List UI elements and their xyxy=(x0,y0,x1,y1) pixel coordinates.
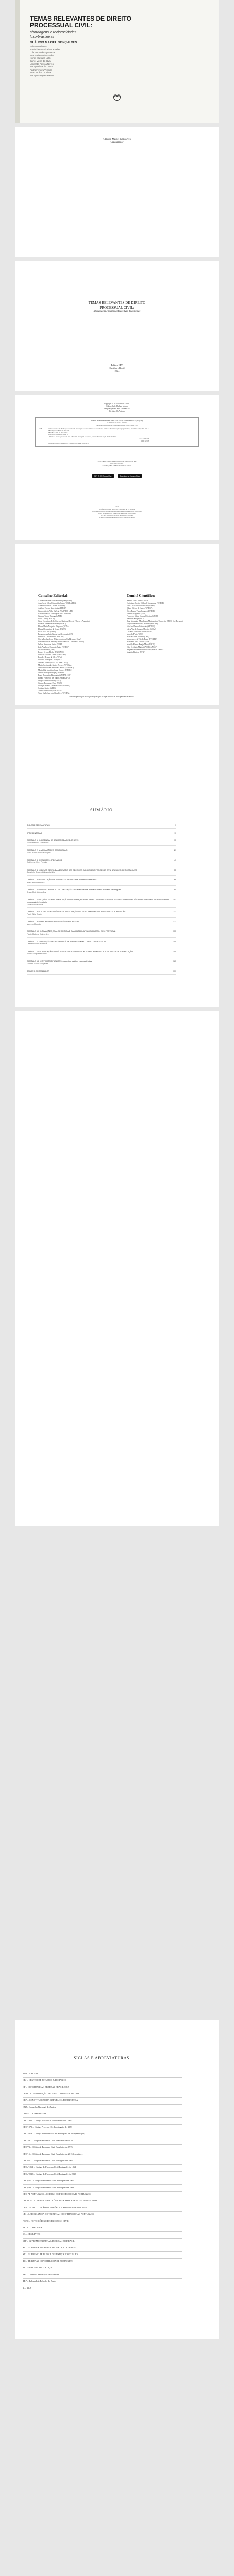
cover-title: TEMAS RELEVANTES DE DIREITO PROCESSUAL CIVIL: xyxy=(30,15,131,29)
toc-entry-author: Marcelo Monteiro xyxy=(27,923,41,925)
toc-entry-page: 133 xyxy=(173,930,176,933)
abbr-item: CONS – CONSUMIDOR xyxy=(23,2111,182,2118)
abbr-item: CPC/73 – Código de Processo Civil Brasileiro de 1973 xyxy=(23,2145,182,2151)
cover-author: Nunes Marques Neto xyxy=(30,57,51,60)
editorial-member: Elizeu Clementino de Souza (UNEB) xyxy=(38,628,66,630)
toc-entry-author: Leandro Nunes Barbosa xyxy=(27,943,47,945)
editorial-member: Renato Francisco dos Santos Paula (UFG) xyxy=(38,677,70,679)
cip-isbn-2: ISBN Físico 978-65-251-6040-2 xyxy=(48,432,69,434)
toc-entry-title: CAPÍTULO 9 · O PODER-DEVER DE GESTÃO PROCESSUAL xyxy=(27,921,79,923)
scientific-member: Virgínia Kastrup (UFRJ) xyxy=(127,651,145,653)
editorial-member: Solange Helena Ximenes-Rocha (UFOPA) xyxy=(38,685,70,687)
copyright-line: Revisão: Os Autores xyxy=(109,410,125,412)
cover-author: Fabiano Palhares xyxy=(30,45,47,48)
scientific-member: Regina Célia Faria Amaro Giora (MACKENZIE) xyxy=(127,649,164,651)
abbr-item: LEI – LEI ORGÂNICA DO TRIBUNAL CONSTITUCIONAL PORTUGUÊS xyxy=(23,2212,182,2218)
cover-subtitle-1: abordagens e reciprocidades xyxy=(30,31,77,35)
copyright-line: Copyright © da Editora CRV Ltda. xyxy=(104,403,130,405)
toc-entry-title: CAPÍTULO 8 · A TUTELA DA EVIDÊNCIA E A ANTECIPAÇÃO DE TUTELA NO DIREITO BRASILEIRO E PORTUGUÊS xyxy=(27,911,126,913)
toc-entry[interactable] xyxy=(27,869,176,876)
toc-entry[interactable] xyxy=(27,921,176,927)
editorial-member: Carlos Alberto Vilar Estêvão (UMINHO – PT) xyxy=(38,610,73,612)
imprint-publisher: Editora CRV xyxy=(111,364,123,366)
cover-author: Pedro Ferreira Ventura xyxy=(30,68,52,71)
footer-2: Foi feito o depósito legal conf. Lei 10.994 de 14/12/2004 xyxy=(99,508,135,510)
toc-entry-page: 85 xyxy=(174,889,176,891)
editorial-member: Lourdes Helena da Silva (UFV) xyxy=(38,656,62,658)
cip-heading-3: Bibliotecária responsável: Luzenira Alves dos Santos CRB9/1506 xyxy=(96,424,138,426)
toc-entry-page: 113 xyxy=(173,911,176,913)
scientific-committee-title: Comitê Científico: xyxy=(127,594,156,598)
toc-entry[interactable] xyxy=(27,879,176,886)
abbr-item: CPC/2013 – Código de Processo Civil Português de 2013 (em vigor) xyxy=(23,2131,182,2138)
toc-entry[interactable] xyxy=(27,859,176,866)
abbr-item: TJ – TRIBUNAL DE JUSTIÇA xyxy=(23,2265,182,2272)
toc-entry-author: Flávio Barbosa Guimarães xyxy=(27,841,49,844)
toc-entry-page: 123 xyxy=(173,921,176,923)
toc-entry-author: Guilherme Alves Ferreira xyxy=(27,861,47,864)
abbr-item: SS. – SEGUINTES xyxy=(23,2232,182,2239)
toc-list xyxy=(27,824,176,978)
abbr-item: TRC – Tribunal da Relação de Coimbra xyxy=(23,2272,182,2279)
abbr-item: CPC/39 – Código de Processo Civil Brasileiro de 1939 xyxy=(23,2138,182,2145)
cover-author: Daniel Vieira da Silva xyxy=(30,59,51,62)
editorial-council xyxy=(38,594,115,695)
scientific-member: Edson Olivari de Castro (UNESP) xyxy=(127,607,153,609)
scientific-member: Luciana Gonçalves Nunes (UFMT) xyxy=(127,631,153,633)
footer-6: Conheça os nossos lançamentos: www.editoracrv.com.br xyxy=(99,516,135,518)
council-note: Este livro passou por avaliação e aprovação às cegas de dois ou mais pareceristas ad hoc. xyxy=(68,696,135,698)
scientific-member: Fauston Negreiros (UFPI) xyxy=(127,613,146,615)
cip-index: Índice para catálogo sistemático: 1. Direito processual civil 347.05 xyxy=(48,442,90,444)
toc-entry-title: CAPÍTULO 2 · A MEDIAÇÃO E A CONCILIAÇÃO xyxy=(27,849,68,852)
cip-code: T278 xyxy=(39,428,42,430)
abbr-item: TRP – Tribunal da Relação do Porto xyxy=(23,2279,182,2285)
editorial-member: Mariah Rodrigues Fogaça de Melo xyxy=(38,672,64,674)
editorial-member: João Adalberto Campato Junior (UNESP) xyxy=(38,646,70,648)
scientific-member: Érico Bruno Viana Campos (UNESP) xyxy=(127,610,155,612)
editorial-council-title: Conselho Editorial: xyxy=(38,594,69,598)
editorial-member: Josania Portela (UFPI) xyxy=(38,649,55,651)
toc-entry-author: Gilberto Silva Paiva xyxy=(27,903,43,906)
toc-entry[interactable] xyxy=(27,824,176,829)
scientific-member: Marcelo Porto (UEG) xyxy=(127,633,143,635)
editorial-member: Tania Suely Azevedo Brasileiro (UFOPA) xyxy=(38,692,70,694)
abbr-item: NCPC – NOVO CÓDIGO DE PROCESSO CIVIL xyxy=(23,2218,182,2225)
cover-subtitle xyxy=(30,31,76,39)
editorial-council-list xyxy=(38,600,115,695)
editorial-member: Marcelo Paixão (UFRJ e UTexas – US) xyxy=(38,662,68,664)
editorial-member: Sydione Santos (UEPG) xyxy=(38,687,56,689)
editorial-member: Antônio Pereira Gaio Júnior (UFRRJ) xyxy=(38,607,66,609)
abbr-title: SIGLAS E ABREVIATURAS xyxy=(74,2056,129,2060)
copyright-line: Diagramação e Capa: Editora CRV xyxy=(104,408,130,410)
toc-entry[interactable] xyxy=(27,951,176,957)
editorial-member: Tadeu Oliver Gonçalves (UFPA) xyxy=(38,690,63,692)
toc-entry[interactable] xyxy=(27,960,176,967)
editorial-member: Francisco Carlos Duarte (PUC-PR) xyxy=(38,636,64,638)
cover-author: Ana Carolina da Silva xyxy=(30,71,51,74)
editorial-member: Cesar Gerónimo Tello (Univer. Nacional Três de Febrero – Argentina) xyxy=(38,620,90,622)
abbr-item: CPC/15 – Código de Processo Civil Brasileiro de 2015 (em vigor) xyxy=(23,2151,182,2158)
toc-entry-page: 55 xyxy=(174,869,176,871)
editorial-member: Guillermo Arias Beatón (Universidade de La Havana – Cuba) xyxy=(38,641,84,643)
abbr-item: RELAT. – RELATOR xyxy=(23,2225,182,2232)
toc-entry-title: CAPÍTULO 13 · CONTRATOS PÚBLICOS: conceitos, conflitos e competências xyxy=(27,960,92,963)
abbr-item: CRP – CONSTITUIÇÃO DA REPÚBLICA PORTUGUESA DE 1976 xyxy=(23,2205,182,2212)
toc-entry-title: APRESENTAÇÃO xyxy=(27,832,42,834)
scientific-member: Monilly Ramos Araujo Melo (UFCG) xyxy=(127,643,155,646)
title-page xyxy=(15,261,219,391)
editorial-member: Maria de Lourdes Pinto de Almeida (UNOESC) xyxy=(38,667,74,669)
abbr-item: CPC/1973 – Código Processo Civil português de 1973 xyxy=(23,2125,182,2131)
scientific-member: Helmuth Krüger (UCP) xyxy=(127,618,144,620)
abbr-item: STJ – SUPERIOR TRIBUNAL DE JUSTIÇA DO BRASIL xyxy=(23,2245,182,2252)
blank-page xyxy=(15,1011,219,1526)
abbr-item: CNJ – Conselho Nacional de Justiça xyxy=(23,2105,182,2111)
cover-author: Luís Fernando Sgarbossa xyxy=(30,51,55,54)
half-title-role: (Organizador) xyxy=(109,141,125,144)
footer-3: Proibida a reprodução parcial ou total desta obra sem autorização da Editora CRV xyxy=(91,510,143,512)
imprint-year: 2024 xyxy=(114,369,120,372)
toc-entry-author: Maria Isabel da Silva Borges xyxy=(27,851,51,854)
toc-entry-title: CAPÍTULO 3 · RECURSOS ORDINÁRIOS xyxy=(27,859,62,861)
toc-entry[interactable] xyxy=(27,832,176,837)
title-imprint xyxy=(15,364,219,372)
title-subtitle: abordagens e reciprocidades luso-brasileiras xyxy=(93,310,141,313)
cover-author: Rodrigo Alves da Costa xyxy=(30,65,53,69)
toc-entry-page: 171 xyxy=(173,970,176,973)
toc-entry-page: 29 xyxy=(174,849,176,852)
imprint-city: Curitiba – Brasil xyxy=(109,366,125,369)
scientific-member: Jacqueline de Oliveira Moreira (PUC-SP) xyxy=(127,623,158,625)
toc-entry-author: Gláucio Maciel Gonçalves xyxy=(27,962,48,965)
cip-heading-1: DADOS INTERNACIONAIS DE CATALOGAÇÃO NA PUBLICAÇÃO (CIP) xyxy=(91,420,143,422)
editorial-member: Aldira Guimarães Duarte Domínguez (UNB) xyxy=(38,600,72,602)
editorial-member: Élsio José Corá (UFFS) xyxy=(38,631,56,633)
copyright-line: Editor-chefe: Railson Moura xyxy=(106,405,128,408)
toc-entry-title: CAPÍTULO 4 · O DEVER DE FUNDAMENTAÇÃO DAS DECISÕES JUDICIAIS NO PROCESSO CIVIL BRASILEIRO E PORTUGUÊS xyxy=(27,869,137,871)
scientific-member: Maria Alves de Toledo Bruns (FFCLRP) xyxy=(127,638,157,640)
toc-entry[interactable] xyxy=(27,899,176,908)
cip-isbn-1: ISBN Digital 978-65-251-6042-6 xyxy=(48,430,69,432)
cip-body-block xyxy=(48,428,149,444)
footer-5: Tel.: (41) 3039-6418 - E-mail: sac@editoracrv.com.br xyxy=(100,514,134,516)
scientific-member: Marcia Alves Tassinari (USU) xyxy=(127,636,149,638)
toc-entry-page: 101 xyxy=(173,899,176,901)
half-title-block xyxy=(15,138,219,144)
cover-author: Ana Maria Maria da Silva xyxy=(30,54,54,57)
editorial-member: Sérgio Nunes de Jesus (IFRO) xyxy=(38,680,61,682)
editorial-member: Paulo Romualdo Hernandes (UNIFAL-MG) xyxy=(38,674,71,676)
footer-1: 2024 xyxy=(115,506,119,508)
editorial-member: Elione Maria Nogueira Diogenes (UFAL) xyxy=(38,625,70,628)
copyright-lines xyxy=(15,403,219,412)
app-text-2: FORMATO DIGITAL. xyxy=(110,463,124,465)
toc-entry-page: 9 xyxy=(175,824,176,826)
toc-entry[interactable] xyxy=(27,889,176,895)
toc-entry-page: 41 xyxy=(174,859,176,861)
abbr-item: CPCp/2013 – Código de Processo Civil Português de 2013 xyxy=(23,2172,182,2178)
toc-entry[interactable] xyxy=(27,849,176,856)
cover-author-list xyxy=(30,45,60,77)
cover-author: Leonardo Pessoa Neves xyxy=(30,62,54,65)
app-store-badge[interactable]: Download on the App Store xyxy=(118,474,142,478)
abbr-item: CPC-PT PORTUGUÊS – CÓDIGO DE PROCESSO CIVIL PORTUGUÊS xyxy=(23,2192,182,2198)
toc-entry-title: CAPÍTULO 6 · O LITISCONSÓRCIO E A COLIGAÇÃO: uma análise sobre a ótica do direito brasileiro e Português xyxy=(27,889,121,891)
abbr-item: STJ – SUPREMO TRIBUNAL DE JUSTIÇA PORTUGUÊS xyxy=(23,2252,182,2259)
half-title-page xyxy=(15,127,219,257)
google-play-badge[interactable]: GET IT ON Google Play xyxy=(92,474,114,478)
scientific-member: João Ivo Xavier Guimarães (UFRGS) xyxy=(127,625,155,628)
cover-organizer: GLÁUCIO MACIEL GONÇALVES xyxy=(30,41,77,44)
copyright-footer xyxy=(15,506,219,518)
abbr-item: TC – TRIBUNAL CONSTITUCIONAL PORTUGUÊS xyxy=(23,2259,182,2265)
abbr-item: CPCp/1961 – Código de Processo Civil Português de 1961 xyxy=(23,2165,182,2172)
abbr-item: CF/88 – CONSTITUIÇÃO FEDERAL DO BRASIL DE 1988 xyxy=(23,2091,182,2098)
cover-author: Rodrigo Sampaio Martins xyxy=(30,74,55,77)
toc-entry-title: SIGLAS E ABREVIATURAS xyxy=(27,824,50,826)
scientific-member: Ilana Mountian (Manchester Metropolitan University, MMU, Grã-Bretanha) xyxy=(127,620,183,622)
toc-entry-page: 13 xyxy=(174,839,176,842)
cip-box xyxy=(35,417,199,447)
toc-entry-page: 145 xyxy=(173,940,176,943)
toc-entry-title: CAPÍTULO 1 · INCIDÊNCIA DE SOLIDARIEDADE DOS BENS xyxy=(27,839,79,842)
scientific-member: Mariana Lopez Teixeira (UFSC) xyxy=(127,641,151,643)
abbr-item: ART – ARTIGO xyxy=(23,2071,182,2078)
toc-entry-author: Juliana Nogueira Bastos xyxy=(27,953,47,955)
half-title-organizer: Gláucio Maciel Gonçalves xyxy=(103,138,131,141)
abbr-item: V. – VER xyxy=(23,2285,182,2292)
cip-cdu: CDU 347.91/.95 xyxy=(139,438,149,440)
toc-entry-author: Bruno Diniz Guimarães xyxy=(27,891,46,893)
abbr-list xyxy=(23,2071,182,2292)
scientific-committee-list xyxy=(127,600,204,654)
store-badges xyxy=(15,470,219,479)
footer-4: Todos os direitos desta edição reservados pela: Editora CRV xyxy=(98,512,136,514)
editorial-member: Anselmo Alencar Colares (UFOPA) xyxy=(38,605,65,607)
cip-subjects: 1. Direito 2. Direito processual civil 3. Brasil 4. Portugal I. Gonçalves, Gláucio Maciel. org. II. Título III. Série. xyxy=(48,436,117,438)
toc-entry[interactable] xyxy=(27,970,176,975)
cip-heading-2: CATALOGAÇÃO NA FONTE xyxy=(107,422,127,424)
editorial-member: Gloria Fariñas León (Universidade de La Havana – Cuba) xyxy=(38,638,81,640)
toc-entry[interactable] xyxy=(27,941,176,947)
abbr-item: CF – CONSTITUIÇÃO FEDERAL BRASILEIRA xyxy=(23,2084,182,2091)
cover-page xyxy=(15,0,219,123)
scientific-member: Andrea Vieira Zanella (UFSC) xyxy=(127,600,150,602)
cip-record xyxy=(39,428,195,444)
app-text xyxy=(15,461,219,467)
app-text-1: ESTA OBRA TAMBÉM ENCONTRA-SE DISPONÍVEL EM xyxy=(97,461,137,463)
toc-entry-page: 163 xyxy=(173,960,176,963)
editorial-member: Fernando Antônio Gonçalves Alcoforado (IPB) xyxy=(38,633,74,635)
title-page-heading xyxy=(15,301,219,314)
toc-entry[interactable] xyxy=(27,911,176,918)
abbr-item: CPC/1961 – Código Processo Civil brasileiro de 1961 xyxy=(23,2118,182,2125)
copyright-page xyxy=(15,395,219,540)
abbr-item: CRP – CONSTITUIÇÃO DA REPÚBLICA PORTUGUESA xyxy=(23,2098,182,2105)
toc-entry-title: CAPÍTULO 10 · INTIMAÇÕES, ANÁLISE CRÍTICA E SUAS ALTERNATIVAS NO BRASIL E EM PORTUGAL xyxy=(27,930,116,933)
toc-entry-title: CAPÍTULO 11 · DISTINÇÃO ENTRE MEDIAÇÃO E ARBITRAGEM NO DIREITO PROCESSUAL xyxy=(27,940,107,943)
cover-subtitle-2: luso-brasileiras xyxy=(30,35,55,39)
title-line-2: PROCESSUAL CIVIL: xyxy=(99,305,135,310)
editorial-member: Carlos Federico Dominguez Avila (Unieuro) xyxy=(38,613,72,615)
editorial-member: Celso Conti (UFSCar) xyxy=(38,618,55,620)
scientific-member: Olga Ceciliato Mattioli (ASSIS/UNESP) xyxy=(127,646,157,648)
editorial-member: Simone Rodrigues Pinto (UNB) xyxy=(38,682,62,684)
abbr-item: CPC/62 – Código de Processo Civil Português de 1962 xyxy=(23,2158,182,2165)
scientific-member: Edna Lúcia Tinoco Ponciano (UERJ) xyxy=(127,605,155,607)
abbr-item: CPCp/61 – Código de Processo Civil Português de 1961 xyxy=(23,2178,182,2185)
toc-entry-author: Paulo Silva Castro xyxy=(27,913,42,916)
editorial-member: Luciano Rodrigues Costa (UFV) xyxy=(38,659,63,661)
editorial-member: Lídia de Oliveira Xavier (UNIEURO) xyxy=(38,654,66,656)
cover-strip xyxy=(15,0,20,123)
editorial-member: Jailson Alves dos Santos (UFRJ) xyxy=(38,643,63,646)
toc-entry-title: SOBRE O ORGANIZADOR xyxy=(27,970,50,973)
toc-entry-page: 69 xyxy=(174,878,176,881)
abbr-item: STF – SUPREMO TRIBUNAL FEDERAL DO BRASIL xyxy=(23,2239,182,2245)
app-text-3: CONHEÇA E BAIXE NOSSO APLICATIVO! xyxy=(102,465,132,467)
scientific-committee xyxy=(127,594,204,654)
abbr-item: CPCp/98 – Código de Processo Civil Português de 1998 xyxy=(23,2185,182,2192)
editorial-member: Maria Cristina dos Santos Bezerra (UFSCar) xyxy=(38,664,72,666)
scientific-member: Lúcia Vaz de Campos Moreira (UCSal) xyxy=(127,628,156,630)
editorial-member: Eduardo Fernandes Barbosa (UFMG) xyxy=(38,623,66,625)
abbr-item: CEJ – CENTRO DE ESTUDOS JUDICIÁRIOS xyxy=(23,2078,182,2084)
toc-title: SUMÁRIO xyxy=(90,808,113,812)
toc-entry-title: CAPÍTULO 5 · RESTITUIÇÃO PROVISÓRIA DA POSSE: uma análise luso-brasileira xyxy=(27,878,97,881)
toc-entry-author: Ana Carolina Ferreira xyxy=(27,881,45,884)
editorial-member: Andréia da Silva Quintanilha Sousa (UNIR/UFRN) xyxy=(38,602,77,604)
toc-entry[interactable] xyxy=(27,930,176,937)
toc-entry-title: CAPÍTULO 7 · NOÇÕES DE FUNDAMENTAÇÃO DA SENTENÇA E A DOUTRINA DOS PRECEDENTES NO DIREITO PORTUGUÊS: breves reflexões a luz do novo direito processual civil brasileiro xyxy=(27,899,169,903)
toc-entry-page: 155 xyxy=(173,950,176,953)
cip-doi: DOI 10.24824/978652516040.2 xyxy=(48,434,68,436)
toc-entry-author: Flávio Barbosa Guimarães xyxy=(27,933,49,936)
editorial-member: Maria Lília Imbiriba Sousa Colares (UFOPA) xyxy=(38,669,72,671)
cip-body: Temas relevantes de direito processual civil: abordagens e reciprocidades luso-brasileiras / Gláucio Maciel Gonçalves (organizador). – Curitiba : CRV, 2024. 172 p. xyxy=(48,428,149,430)
scientific-member: Francisco Nilton Gomes Oliveira (UFSM) xyxy=(127,615,158,617)
title-line-1: TEMAS RELEVANTES DE DIREITO xyxy=(88,301,146,305)
editorial-member: Carmen Tereza Velanga (UNIR) xyxy=(38,615,62,617)
cover-author: José Alberto Andrade Carvalho xyxy=(30,48,60,51)
cip-cdd: CDD 347.05 xyxy=(141,440,149,442)
toc-entry-author: Agostinho Segura Velloso da Silva xyxy=(27,871,56,874)
toc-entry-title: CAPÍTULO 12 · A APLICAÇÃO DO CÓDIGO DE PROCESSO CIVIL NOS PROCEDIMENTOS JUDICIAIS DE INTERPRETAÇÃO xyxy=(27,950,133,953)
scientific-member: Christiane Carrijo Eckhardt Mouammar (UNESP) xyxy=(127,602,164,604)
publisher-logo: CRV xyxy=(113,94,121,101)
toc-entry-page: 11 xyxy=(174,832,176,834)
editorial-member: Leonel Severo Rocha (UNISINOS) xyxy=(38,651,64,653)
toc-entry[interactable] xyxy=(27,839,176,846)
abbr-item: CPCBr E CPC BRASILEIRO – CÓDIGO DE PROCESSO CIVIL BRASILEIRO xyxy=(23,2198,182,2205)
